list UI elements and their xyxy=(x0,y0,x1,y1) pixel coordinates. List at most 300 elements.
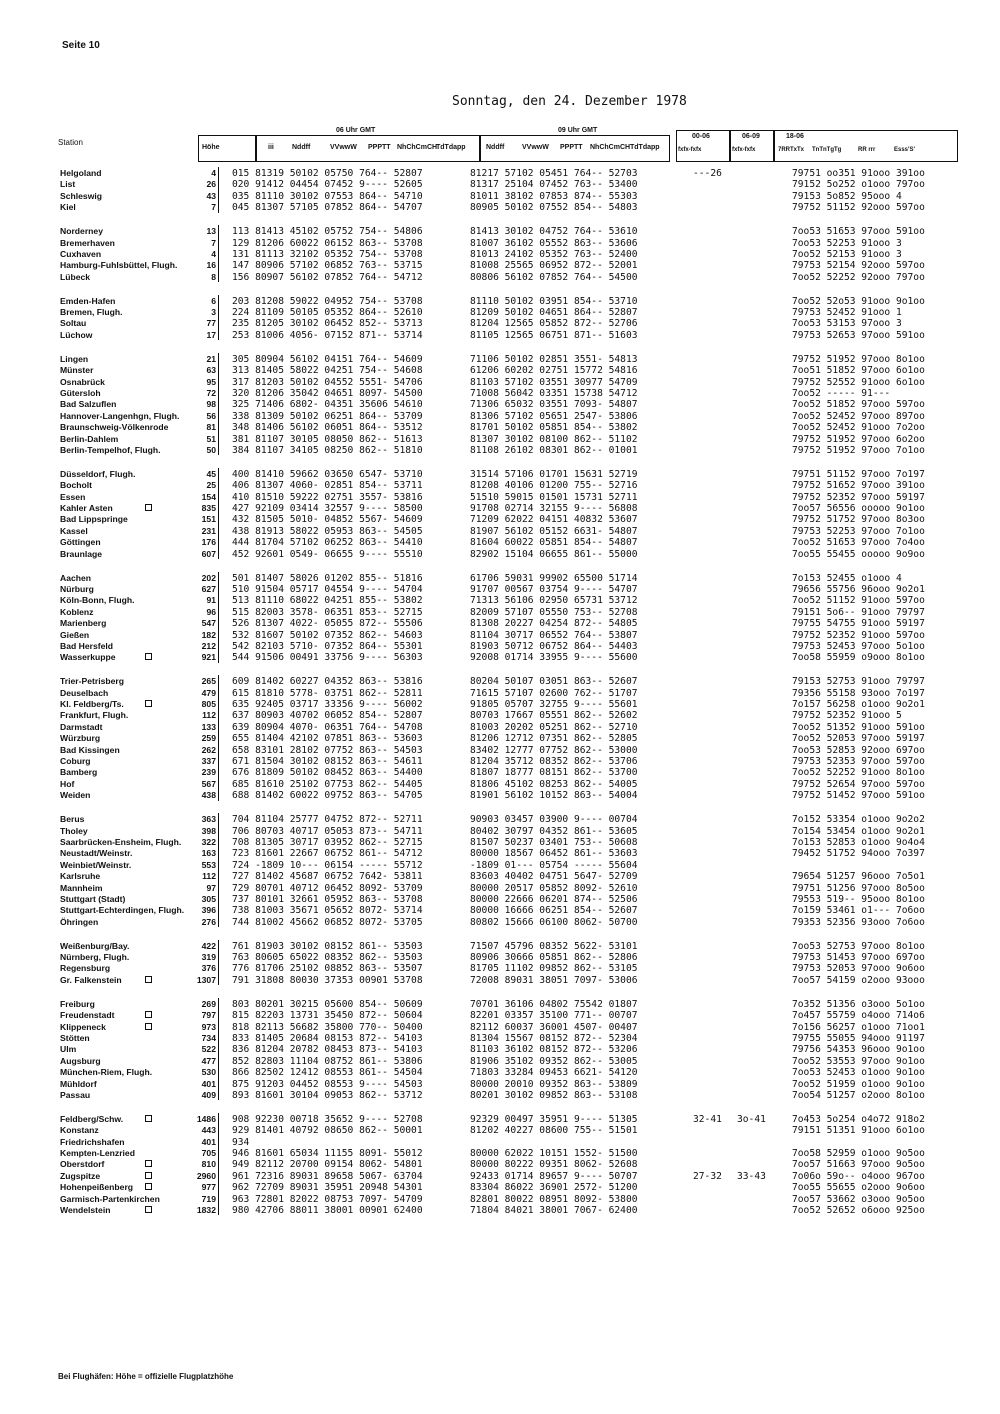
obs-09-gmt: 31514 57106 01701 15631 52719 xyxy=(470,468,638,480)
station-name: Koblenz xyxy=(60,606,94,617)
obs-09-gmt: 80000 18567 06452 861-- 53603 xyxy=(470,848,638,860)
table-row xyxy=(0,168,1000,180)
table-row xyxy=(0,676,1000,688)
summary-18-06: 7o152 53354 o1ooo 9o2o2 xyxy=(792,814,925,826)
obs-09-gmt: 81507 50237 03401 753-- 50608 xyxy=(470,836,638,848)
mountain-station-box-icon xyxy=(145,976,152,983)
station-name: Klippeneck xyxy=(60,1021,106,1032)
station-name: Berlin-Tempelhof, Flugh. xyxy=(60,444,161,455)
obs-09-gmt: 71209 62022 04151 40832 53607 xyxy=(470,514,638,526)
obs-09-gmt: 81317 25104 07452 763-- 53400 xyxy=(470,179,638,191)
station-name: Oberstdorf xyxy=(60,1159,105,1170)
summary-18-06: 7oo52 52452 91ooo 7o2oo xyxy=(792,422,925,434)
table-row xyxy=(0,1171,1000,1183)
summary-18-06: 79753 52154 92ooo 597oo xyxy=(792,260,925,272)
obs-09-gmt: 81906 35102 09352 862-- 53005 xyxy=(470,1055,638,1067)
table-row xyxy=(0,952,1000,964)
station-name: Mühldorf xyxy=(60,1078,97,1089)
summary-18-06: 7oo52 53553 97ooo 9o1oo xyxy=(792,1055,925,1067)
summary-18-06: 7oo52 51152 91ooo 597oo xyxy=(792,595,925,607)
station-altitude: 607 xyxy=(201,548,216,559)
summary-18-06: 79152 5o252 o1ooo 797oo xyxy=(792,179,925,191)
obs-06-gmt: 015 81319 50102 05750 764-- 52807 xyxy=(232,168,423,179)
obs-09-gmt: 80000 80222 09351 8062- 52608 xyxy=(470,1159,638,1171)
table-row xyxy=(0,618,1000,630)
obs-09-gmt: 80204 50107 03051 863-- 52607 xyxy=(470,676,638,688)
r1-06-09: 06-09 xyxy=(742,133,760,140)
group-divider xyxy=(218,468,219,559)
table-row xyxy=(0,595,1000,607)
table-row xyxy=(0,999,1000,1011)
table-row xyxy=(0,1010,1000,1022)
table-row xyxy=(0,411,1000,423)
station-altitude: 265 xyxy=(201,676,216,687)
obs-06-gmt: 962 72709 89031 35951 20948 54301 xyxy=(232,1182,423,1194)
table-row xyxy=(0,733,1000,745)
obs-06-gmt: 635 92405 03717 33356 9---- 56002 xyxy=(232,699,423,710)
table-row xyxy=(0,1205,1000,1217)
station-name: Braunschweig-Völkenrode xyxy=(60,422,169,433)
station-altitude: 154 xyxy=(201,491,216,502)
group-divider xyxy=(218,295,219,341)
obs-06-gmt: 658 83101 28102 07752 863-- 54503 xyxy=(232,744,423,756)
obs-06-gmt: 035 81110 30102 07553 864-- 54710 xyxy=(232,190,423,202)
obs-06-gmt: 708 81305 30717 03952 862-- 52715 xyxy=(232,836,423,848)
station-altitude: 835 xyxy=(201,503,216,513)
mountain-station-box-icon xyxy=(145,1023,152,1030)
obs-06-gmt: 544 91506 00491 33756 9---- 56303 xyxy=(232,652,423,664)
mountain-station-box-icon xyxy=(145,504,152,511)
station-name: Gießen xyxy=(60,629,90,640)
station-altitude: 276 xyxy=(201,916,216,927)
obs-06-gmt: 129 81206 60022 06152 863-- 53708 xyxy=(232,237,423,249)
mountain-station-box-icon xyxy=(145,1183,152,1190)
obs-09-gmt: -1809 01--- 05754 ----- 55604 xyxy=(470,859,638,871)
table-row xyxy=(0,1033,1000,1045)
station-altitude: 3 xyxy=(211,307,216,317)
station-name: Lübeck xyxy=(60,271,91,282)
obs-09-gmt: 81901 56102 10152 863-- 54004 xyxy=(470,790,638,802)
obs-06-gmt: 510 91504 05717 04554 9---- 54704 xyxy=(232,583,423,595)
obs-09-gmt: 81307 30102 08100 862-- 51102 xyxy=(470,433,638,445)
r2-esss: Esss'S' xyxy=(894,147,915,153)
group-divider xyxy=(218,1113,219,1216)
station-altitude: 553 xyxy=(201,859,216,870)
station-altitude: 43 xyxy=(206,190,216,201)
table-row xyxy=(0,422,1000,434)
obs-09-gmt: 51510 59015 01501 15731 52711 xyxy=(470,491,638,503)
station-altitude: 810 xyxy=(201,1159,216,1170)
table-row xyxy=(0,837,1000,849)
obs-09-gmt: 81604 60022 05851 854-- 54807 xyxy=(470,537,638,549)
station-altitude: 51 xyxy=(206,433,216,444)
station-name: Bocholt xyxy=(60,480,92,491)
station-name: Kahler Asten xyxy=(60,503,113,513)
station-name: Kl. Feldberg/Ts. xyxy=(60,699,124,709)
summary-18-06: 79756 54353 96ooo 9o1oo xyxy=(792,1044,925,1056)
station-altitude: 1307 xyxy=(196,974,216,985)
summary-18-06: 79755 54755 91ooo 59197 xyxy=(792,618,925,630)
station-altitude: 567 xyxy=(201,778,216,789)
summary-18-06: 7oo57 53662 o3ooo 9o5oo xyxy=(792,1193,925,1205)
obs-09-gmt: 81308 20227 04254 872-- 54805 xyxy=(470,618,638,630)
station-altitude: 438 xyxy=(201,790,216,801)
station-altitude: 262 xyxy=(201,744,216,755)
station-name: Stuttgart (Stadt) xyxy=(60,893,126,904)
station-altitude: 182 xyxy=(201,629,216,640)
obs-09-gmt: 81209 50102 04651 864-- 52807 xyxy=(470,307,638,318)
table-row xyxy=(0,1137,1000,1149)
obs-06-gmt: 203 81208 59022 04952 754-- 53708 xyxy=(232,295,423,307)
summary-18-06: 79752 51452 97ooo 591oo xyxy=(792,790,925,802)
obs-09-gmt: 71106 50102 02851 3551- 54813 xyxy=(470,353,638,365)
table-row xyxy=(0,480,1000,492)
summary-18-06: 79752 52352 97ooo 59197 xyxy=(792,491,925,503)
obs-09-gmt: 82112 60037 36001 4507- 00407 xyxy=(470,1021,638,1033)
table-row xyxy=(0,354,1000,366)
table-row xyxy=(0,365,1000,377)
station-altitude: 212 xyxy=(201,640,216,651)
station-altitude: 50 xyxy=(206,444,216,455)
table-row xyxy=(0,1067,1000,1079)
table-row xyxy=(0,905,1000,917)
station-altitude: 25 xyxy=(206,480,216,491)
station-altitude: 95 xyxy=(206,376,216,387)
obs-06-gmt: 761 81903 30102 08152 861-- 53503 xyxy=(232,940,423,952)
obs-09-gmt: 92433 01714 89657 9---- 50707 xyxy=(470,1170,638,1182)
obs-09-gmt: 80703 17667 05551 862-- 52602 xyxy=(470,710,638,722)
obs-06-gmt: 724 -1809 10--- 06154 ----- 55712 xyxy=(232,859,423,871)
station-name: Göttingen xyxy=(60,537,101,548)
station-altitude: 396 xyxy=(201,905,216,916)
obs-09-gmt: 81105 12565 06751 871-- 51603 xyxy=(470,329,638,341)
summary-18-06: 7oo52 52252 91ooo 8o1oo xyxy=(792,767,925,779)
summary-18-06: 7oo57 54159 o2ooo 93ooo xyxy=(792,974,925,986)
obs-09-gmt: 83402 12777 07752 862-- 53000 xyxy=(470,744,638,756)
obs-06-gmt: 875 91203 04452 08553 9---- 54503 xyxy=(232,1078,423,1090)
summary-18-06: 79752 51152 92ooo 597oo xyxy=(792,202,925,214)
station-altitude: 4 xyxy=(211,248,216,259)
summary-18-06: 79752 51952 97ooo 6o2oo xyxy=(792,433,925,445)
table-row xyxy=(0,975,1000,987)
obs-06-gmt: 513 81110 68022 04251 855-- 53802 xyxy=(232,595,423,607)
gust-00-06: 32-41 xyxy=(693,1113,722,1125)
summary-18-06: 79753 52453 97ooo 5o1oo xyxy=(792,640,925,652)
summary-18-06: 7o453 5o254 o4o72 918o2 xyxy=(792,1113,925,1125)
station-name: Saarbrücken-Ensheim, Flugh. xyxy=(60,836,182,847)
station-altitude: 337 xyxy=(201,756,216,766)
table-row xyxy=(0,296,1000,308)
obs-06-gmt: 639 80904 4070- 06351 764-- 54708 xyxy=(232,721,423,733)
station-name: Berlin-Dahlem xyxy=(60,433,119,444)
station-altitude: 17 xyxy=(206,329,216,340)
summary-18-06: 7oo53 52253 91ooo 3 xyxy=(792,237,902,249)
footnote: Bei Flughäfen: Höhe = offizielle Flugplatzhöhe xyxy=(58,1372,234,1381)
obs-09-gmt: 81204 12565 05852 872-- 52706 xyxy=(470,318,638,330)
station-name: Köln-Bonn, Flugh. xyxy=(60,595,135,606)
table-row xyxy=(0,1159,1000,1171)
obs-06-gmt: 432 81505 5010- 04852 5567- 54609 xyxy=(232,514,423,526)
station-name: Bad Hersfeld xyxy=(60,640,114,651)
col-06-vvwww: VVwwW xyxy=(330,144,357,151)
summary-18-06: 7oo52 52o53 91ooo 9o1oo xyxy=(792,295,925,307)
station-name: Zugspitze xyxy=(60,1170,101,1181)
summary-18-06: 7oo53 52853 92ooo 697oo xyxy=(792,744,925,756)
station-name: Bad Kissingen xyxy=(60,744,120,755)
table-row xyxy=(0,1125,1000,1137)
table-row xyxy=(0,814,1000,826)
table-row xyxy=(0,514,1000,526)
obs-06-gmt: 532 81607 50102 07352 862-- 54603 xyxy=(232,629,423,641)
mountain-station-box-icon xyxy=(145,1160,152,1167)
station-name: Würzburg xyxy=(60,733,101,744)
station-name: Osnabrück xyxy=(60,376,105,387)
obs-09-gmt: 82902 15104 06655 861-- 55000 xyxy=(470,548,638,560)
summary-18-06: 7oo52 52452 97ooo 897oo xyxy=(792,410,925,422)
station-name: Trier-Petrisberg xyxy=(60,676,124,687)
group-divider xyxy=(218,940,219,986)
station-altitude: 133 xyxy=(201,721,216,732)
obs-06-gmt: 704 81104 25777 04752 872-- 52711 xyxy=(232,814,423,826)
table-row xyxy=(0,826,1000,838)
group-divider xyxy=(218,675,219,800)
table-row xyxy=(0,238,1000,250)
col-06-dew: TdTdapp xyxy=(436,144,466,151)
obs-06-gmt: 866 82502 12412 08553 861-- 54504 xyxy=(232,1067,423,1079)
summary-18-06: 7oo58 55959 o9ooo 8o1oo xyxy=(792,652,925,664)
obs-06-gmt: 348 81406 56102 06051 864-- 53512 xyxy=(232,422,423,434)
obs-09-gmt: 92008 01714 33955 9---- 55600 xyxy=(470,652,638,664)
station-name: Nürnberg, Flugh. xyxy=(60,952,130,962)
obs-06-gmt: 908 92230 00718 35652 9---- 52708 xyxy=(232,1113,423,1125)
obs-06-gmt: 676 81809 50102 08452 863-- 54400 xyxy=(232,767,423,779)
r2-rrt: 7RRTxTx xyxy=(778,147,805,153)
station-name: Schleswig xyxy=(60,190,103,201)
station-altitude: 1832 xyxy=(196,1205,216,1215)
station-altitude: 547 xyxy=(201,618,216,629)
gust-06-09: 33-43 xyxy=(737,1170,766,1182)
table-row xyxy=(0,191,1000,203)
station-name: Hof xyxy=(60,778,75,789)
station-altitude: 398 xyxy=(201,825,216,836)
station-name: Feldberg/Schw. xyxy=(60,1113,124,1124)
col-09-dew: TdTdapp xyxy=(630,144,660,151)
summary-18-06: 7oo52 52252 92ooo 797oo xyxy=(792,271,925,283)
obs-09-gmt: 83603 40402 04751 5647- 52709 xyxy=(470,871,638,883)
station-altitude: 21 xyxy=(206,353,216,364)
station-name: Friedrichshafen xyxy=(60,1136,125,1147)
table-row xyxy=(0,399,1000,411)
table-row xyxy=(0,1114,1000,1126)
station-altitude: 319 xyxy=(201,952,216,962)
obs-09-gmt: 81705 11102 09852 862-- 53105 xyxy=(470,963,638,975)
station-altitude: 805 xyxy=(201,699,216,709)
table-row xyxy=(0,492,1000,504)
station-altitude: 13 xyxy=(206,226,216,237)
station-altitude: 797 xyxy=(201,1010,216,1021)
obs-06-gmt: 685 81610 25102 07753 862-- 54405 xyxy=(232,778,423,790)
station-altitude: 72 xyxy=(206,387,216,398)
gust-00-06: 27-32 xyxy=(693,1170,722,1182)
station-altitude: 239 xyxy=(201,767,216,778)
block-06-label: 06 Uhr GMT xyxy=(336,127,376,134)
table-row xyxy=(0,871,1000,883)
table-row xyxy=(0,526,1000,538)
station-name: Weinbiet/Weinstr. xyxy=(60,859,132,870)
obs-09-gmt: 92329 00497 35951 9---- 51305 xyxy=(470,1113,638,1125)
station-name: Ulm xyxy=(60,1044,77,1055)
obs-06-gmt: 045 81307 57105 07852 864-- 54707 xyxy=(232,202,423,214)
obs-09-gmt: 81204 35712 08352 862-- 53706 xyxy=(470,756,638,767)
summary-18-06: 7o457 55759 o4ooo 714o6 xyxy=(792,1010,925,1022)
obs-09-gmt: 71803 33284 09453 6621- 54120 xyxy=(470,1067,638,1079)
obs-06-gmt: 818 82113 56682 35800 770-- 50400 xyxy=(232,1021,423,1033)
obs-06-gmt: 893 81601 30104 09053 862-- 53712 xyxy=(232,1089,423,1101)
station-name: Weißenburg/Bay. xyxy=(60,940,130,951)
summary-18-06: 7o157 56258 o1ooo 9o2o1 xyxy=(792,699,925,710)
obs-06-gmt: 313 81405 58022 04251 754-- 54608 xyxy=(232,365,423,377)
station-altitude: 16 xyxy=(206,260,216,271)
table-row xyxy=(0,503,1000,515)
r2-fxfx-a: fxfx-fxfx xyxy=(678,147,702,153)
r2-rr: RR rrr xyxy=(858,147,876,153)
station-altitude: 322 xyxy=(201,836,216,847)
gust-00-06: ---26 xyxy=(693,168,722,179)
obs-09-gmt: 81304 15567 08152 872-- 52304 xyxy=(470,1032,638,1044)
obs-09-gmt: 80000 62022 10151 1552- 51500 xyxy=(470,1148,638,1159)
group-divider xyxy=(218,225,219,282)
station-altitude: 401 xyxy=(201,1136,216,1147)
station-altitude: 45 xyxy=(206,468,216,479)
group-divider xyxy=(218,998,219,1101)
table-row xyxy=(0,549,1000,561)
obs-06-gmt: 791 31808 80030 37353 00901 53708 xyxy=(232,974,423,986)
station-name: Hohenpeißenberg xyxy=(60,1182,134,1193)
obs-09-gmt: 83304 86022 36901 2572- 51200 xyxy=(470,1182,638,1194)
obs-06-gmt: 637 80903 40702 06052 854-- 52807 xyxy=(232,710,423,722)
col-09-clouds: NhChCmCH xyxy=(590,144,631,151)
table-row xyxy=(0,330,1000,342)
page-number: Seite 10 xyxy=(62,40,100,51)
obs-09-gmt: 61706 59031 99902 65500 51714 xyxy=(470,572,638,584)
station-altitude: 7 xyxy=(211,202,216,213)
obs-09-gmt: 90903 03457 03900 9---- 00704 xyxy=(470,814,638,826)
station-name: Kiel xyxy=(60,202,76,213)
obs-06-gmt: 727 81402 45687 06752 7642- 53811 xyxy=(232,871,423,883)
iii-header: iii xyxy=(268,144,274,151)
station-name: Hannover-Langenhgn, Flugh. xyxy=(60,410,180,421)
obs-06-gmt: 452 92601 0549- 06655 9---- 55510 xyxy=(232,548,423,560)
station-altitude: 376 xyxy=(201,963,216,974)
table-row xyxy=(0,388,1000,400)
summary-18-06: 79353 52356 93ooo 7o6oo xyxy=(792,916,925,928)
station-altitude: 627 xyxy=(201,583,216,594)
mountain-station-box-icon xyxy=(145,1115,152,1122)
obs-09-gmt: 82009 57107 05550 753-- 52708 xyxy=(470,606,638,618)
station-name: Coburg xyxy=(60,756,91,766)
station-altitude: 98 xyxy=(206,399,216,410)
obs-09-gmt: 71306 65032 03551 7093- 54807 xyxy=(470,399,638,411)
table-row xyxy=(0,710,1000,722)
table-row xyxy=(0,894,1000,906)
summary-18-06: 7oo53 53153 97ooo 3 xyxy=(792,318,902,330)
summary-18-06: 79151 5o6-- 91ooo 79797 xyxy=(792,606,925,618)
obs-09-gmt: 81806 45102 08253 862-- 54005 xyxy=(470,778,638,790)
table-row xyxy=(0,445,1000,457)
obs-06-gmt: 384 81107 34105 08250 862-- 51810 xyxy=(232,444,423,456)
station-name: München-Riem, Flugh. xyxy=(60,1067,153,1078)
station-altitude: 734 xyxy=(201,1032,216,1043)
obs-06-gmt: 381 81107 30105 08050 862-- 51613 xyxy=(232,433,423,445)
obs-06-gmt: 763 80605 65022 08352 862-- 53503 xyxy=(232,952,423,963)
table-row xyxy=(0,260,1000,272)
table-row xyxy=(0,883,1000,895)
station-altitude: 26 xyxy=(206,179,216,190)
obs-09-gmt: 80201 30102 09852 863-- 53108 xyxy=(470,1089,638,1101)
obs-09-gmt: 82801 80022 08951 8092- 53800 xyxy=(470,1193,638,1205)
summary-18-06: 79755 55055 94ooo 91197 xyxy=(792,1032,925,1044)
table-row xyxy=(0,434,1000,446)
table-row xyxy=(0,779,1000,791)
station-altitude: 401 xyxy=(201,1078,216,1089)
summary-18-06: 7oo53 52453 o1ooo 9o1oo xyxy=(792,1067,925,1079)
station-name: Neustadt/Weinstr. xyxy=(60,848,133,859)
station-altitude: 91 xyxy=(206,595,216,606)
obs-09-gmt: 81208 40106 01200 755-- 52716 xyxy=(470,480,638,492)
obs-06-gmt: 438 81913 58022 05953 863-- 54505 xyxy=(232,525,423,537)
station-altitude: 522 xyxy=(201,1044,216,1055)
station-altitude: 112 xyxy=(202,871,216,882)
table-row xyxy=(0,537,1000,549)
station-altitude: 112 xyxy=(202,710,216,721)
table-row xyxy=(0,202,1000,214)
obs-06-gmt: 224 81109 50105 05352 864-- 52610 xyxy=(232,307,423,318)
summary-18-06: 7o159 53461 o1--- 7o6oo xyxy=(792,905,925,917)
summary-18-06: 7o352 51356 o3ooo 5o1oo xyxy=(792,998,925,1010)
obs-06-gmt: 723 81601 22667 06752 861-- 54712 xyxy=(232,848,423,860)
obs-06-gmt: 671 81504 30102 08152 863-- 54611 xyxy=(232,756,423,767)
station-altitude: 977 xyxy=(201,1182,216,1193)
obs-06-gmt: 946 81601 65034 11155 8091- 55012 xyxy=(232,1148,423,1159)
summary-18-06: 7o153 52455 o1ooo 4 xyxy=(792,572,902,584)
table-row xyxy=(0,272,1000,284)
obs-09-gmt: 81110 50102 03951 854-- 53710 xyxy=(470,295,638,307)
station-name: Regensburg xyxy=(60,963,111,974)
station-name: Weiden xyxy=(60,790,91,801)
table-row xyxy=(0,699,1000,711)
gust-06-09: 3o-41 xyxy=(737,1113,766,1125)
obs-06-gmt: 815 82203 13731 35450 872-- 50604 xyxy=(232,1010,423,1022)
summary-18-06: 7oo57 56556 ooooo 9o1oo xyxy=(792,503,925,514)
obs-09-gmt: 71507 45796 08352 5622- 53101 xyxy=(470,940,638,952)
station-name: Cuxhaven xyxy=(60,248,102,259)
station-name: Münster xyxy=(60,365,94,376)
obs-09-gmt: 81108 26102 08301 862-- 01001 xyxy=(470,444,638,456)
summary-18-06: 7oo53 52753 97ooo 8o1oo xyxy=(792,940,925,952)
station-name: Nürburg xyxy=(60,583,94,594)
station-name: Bremen, Flugh. xyxy=(60,307,123,317)
table-row xyxy=(0,1182,1000,1194)
summary-18-06: 79753 52353 97ooo 597oo xyxy=(792,756,925,767)
station-altitude: 719 xyxy=(201,1193,216,1204)
obs-09-gmt: 81011 38102 07853 874-- 55303 xyxy=(470,190,638,202)
table-row xyxy=(0,1090,1000,1102)
obs-09-gmt: 80806 56102 07852 764-- 54500 xyxy=(470,271,638,283)
obs-09-gmt: 81206 12712 07351 862-- 52805 xyxy=(470,733,638,745)
table-header xyxy=(58,127,958,167)
table-row xyxy=(0,307,1000,319)
station-altitude: 259 xyxy=(201,733,216,744)
